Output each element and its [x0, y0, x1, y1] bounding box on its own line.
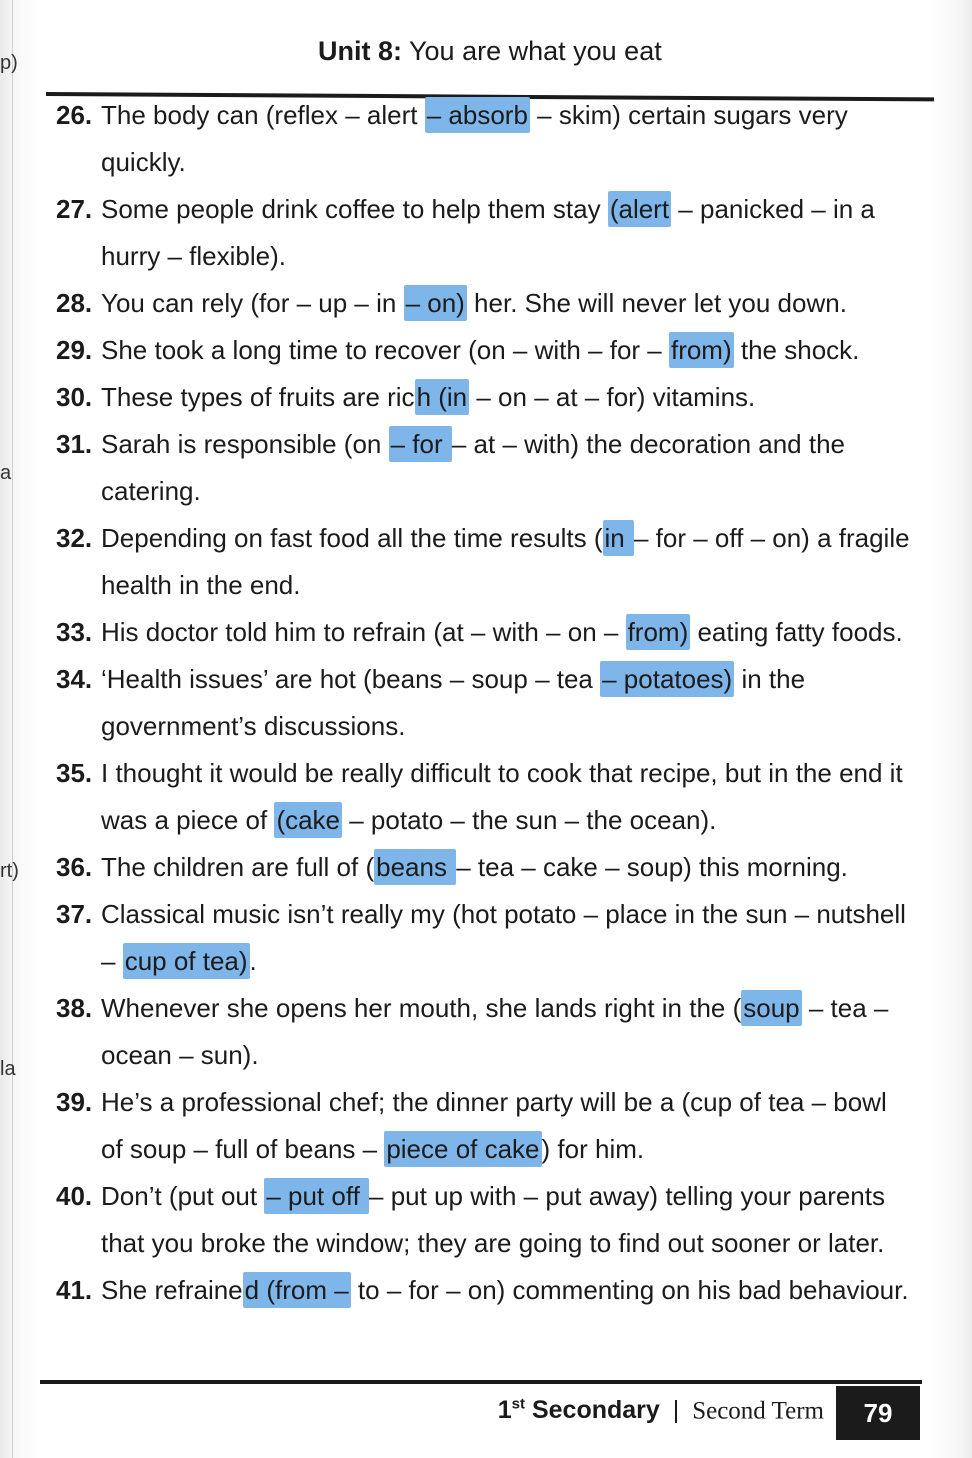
question-text-segment: These types of fruits are ric — [101, 382, 415, 412]
question-item — [56, 327, 912, 374]
page-number: 79 — [836, 1386, 920, 1440]
edge-mark: rt) — [0, 860, 19, 882]
question-text-segment: ‘Health issues’ are hot (beans – soup – tea — [101, 664, 601, 694]
highlighted-answer: piece of cake — [384, 1131, 541, 1167]
question-item — [56, 186, 912, 280]
question-text — [101, 990, 888, 1070]
grade-label — [498, 1396, 660, 1424]
question-item — [56, 985, 912, 1079]
question-text — [101, 1178, 885, 1258]
question-text-segment: Sarah is responsible (on — [101, 429, 389, 459]
question-text — [101, 426, 845, 506]
question-number: 30. — [56, 382, 93, 412]
question-text — [101, 191, 875, 271]
grade-number: 1 — [497, 1396, 512, 1425]
question-text-segment: – tea – ocean – sun). — [101, 993, 889, 1070]
question-item — [56, 280, 912, 327]
question-item — [56, 1267, 912, 1314]
question-text-segment: eating fatty foods. — [690, 617, 903, 647]
highlighted-answer: from) — [626, 614, 691, 650]
unit-name: You are what you eat — [409, 36, 662, 66]
question-text-segment: You can rely (for – up – in — [101, 288, 404, 318]
question-number: 33. — [56, 617, 93, 647]
question-number: 40. — [56, 1181, 93, 1211]
question-text — [101, 1272, 909, 1308]
question-text — [101, 285, 847, 321]
question-item — [56, 92, 912, 186]
question-item — [56, 750, 912, 844]
question-text-segment: – skim) certain sugars very quickly. — [101, 100, 848, 177]
footer-rule — [40, 1380, 922, 1384]
question-text-segment: ) for him. — [541, 1134, 645, 1164]
question-text-segment: – panicked – in a hurry – flexible). — [101, 194, 875, 271]
question-text — [101, 849, 848, 885]
question-text-segment: – on – at – for) vitamins. — [469, 382, 756, 412]
question-text — [101, 97, 848, 177]
highlighted-answer: cup of tea) — [123, 943, 250, 979]
question-text-segment: – tea – cake – soup) this morning. — [456, 852, 848, 882]
question-text-segment: The body can (reflex – alert — [101, 100, 425, 130]
question-number: 39. — [56, 1087, 93, 1117]
question-text-segment: – put up with – put away) telling your parents that you broke the window; they are going to find out sooner or later. — [101, 1181, 885, 1258]
question-text-segment: – at – with) the decoration and the catering. — [101, 429, 846, 506]
question-item — [56, 844, 912, 891]
question-text-segment: I thought it would be really difficult to cook that recipe, but in the end it was a piece of — [101, 758, 903, 835]
question-item — [56, 656, 912, 750]
question-text-segment: . — [249, 946, 257, 976]
question-number: 28. — [56, 288, 93, 318]
question-text — [101, 1087, 887, 1167]
page-footer — [40, 1380, 922, 1446]
adjacent-page-edge — [0, 0, 13, 1458]
question-number: 27. — [56, 194, 93, 224]
question-text-segment: to – for – on) commenting on his bad behaviour. — [350, 1275, 909, 1305]
question-text — [101, 661, 805, 741]
question-text-segment: Depending on fast food all the time results ( — [101, 523, 603, 553]
question-item — [56, 374, 912, 421]
question-item — [56, 891, 912, 985]
question-text-segment: the shock. — [733, 335, 860, 365]
question-item — [56, 515, 912, 609]
question-item — [56, 609, 912, 656]
edge-mark: a — [0, 462, 12, 484]
question-item — [56, 421, 912, 515]
question-text-segment: her. She will never let you down. — [466, 288, 847, 318]
question-text — [101, 520, 910, 600]
unit-title — [318, 36, 662, 67]
question-text — [101, 614, 903, 650]
question-text — [101, 758, 903, 838]
highlighted-answer: in — [603, 520, 634, 556]
highlighted-answer: – potatoes) — [600, 661, 734, 697]
question-number: 31. — [56, 429, 93, 459]
highlighted-answer: – absorb — [425, 97, 530, 133]
highlighted-answer: soup — [741, 990, 801, 1026]
question-item — [56, 1173, 912, 1267]
question-number: 36. — [56, 852, 93, 882]
question-number: 34. — [56, 664, 93, 694]
highlighted-answer: h (in — [415, 379, 470, 415]
term-label: Second Term — [692, 1397, 824, 1425]
highlighted-answer: d (from – — [243, 1272, 351, 1308]
highlighted-answer: (cake — [274, 802, 342, 838]
question-item — [56, 1079, 912, 1173]
question-text-segment: in the government’s discussions. — [101, 664, 806, 741]
footer-label — [498, 1396, 824, 1425]
grade-suffix: st — [511, 1396, 526, 1413]
question-text-segment: She refraine — [101, 1275, 243, 1305]
question-text-segment: His doctor told him to refrain (at – with – on – — [101, 617, 626, 647]
question-text — [101, 379, 755, 415]
question-text-segment: Some people drink coffee to help them stay — [101, 194, 608, 224]
edge-mark: la — [0, 1058, 16, 1080]
question-text-segment: Whenever she opens her mouth, she lands right in the ( — [101, 993, 742, 1023]
unit-label: Unit 8: — [318, 36, 402, 66]
highlighted-answer: beans — [374, 849, 456, 885]
question-text-segment: – for – off – on) a fragile health in the end. — [101, 523, 910, 600]
question-number: 38. — [56, 993, 93, 1023]
question-number: 37. — [56, 899, 93, 929]
question-text — [101, 899, 906, 979]
highlighted-answer: – put off — [264, 1178, 369, 1214]
edge-mark: p) — [0, 52, 18, 74]
highlighted-answer: – on) — [404, 285, 467, 321]
highlighted-answer: – for — [389, 426, 452, 462]
question-text-segment: He’s a professional chef; the dinner party will be a (cup of tea – bowl of soup – full of beans – — [101, 1087, 887, 1164]
question-list — [56, 92, 912, 1314]
question-text-segment: The children are full of ( — [101, 852, 375, 882]
question-number: 35. — [56, 758, 93, 788]
highlighted-answer: from) — [669, 332, 734, 368]
question-number: 32. — [56, 523, 93, 553]
question-number: 26. — [56, 100, 93, 130]
question-text — [101, 332, 859, 368]
question-text-segment: Classical music isn’t really my (hot potato – place in the sun – nutshell – — [101, 899, 906, 976]
grade-word: Secondary — [525, 1396, 660, 1425]
footer-separator: | — [672, 1396, 680, 1425]
question-text-segment: Don’t (put out — [101, 1181, 265, 1211]
question-text-segment: She took a long time to recover (on – with – for – — [101, 335, 669, 365]
question-text-segment: – potato – the sun – the ocean). — [342, 805, 717, 835]
highlighted-answer: (alert — [608, 191, 671, 227]
question-number: 29. — [56, 335, 93, 365]
question-number: 41. — [56, 1275, 93, 1305]
